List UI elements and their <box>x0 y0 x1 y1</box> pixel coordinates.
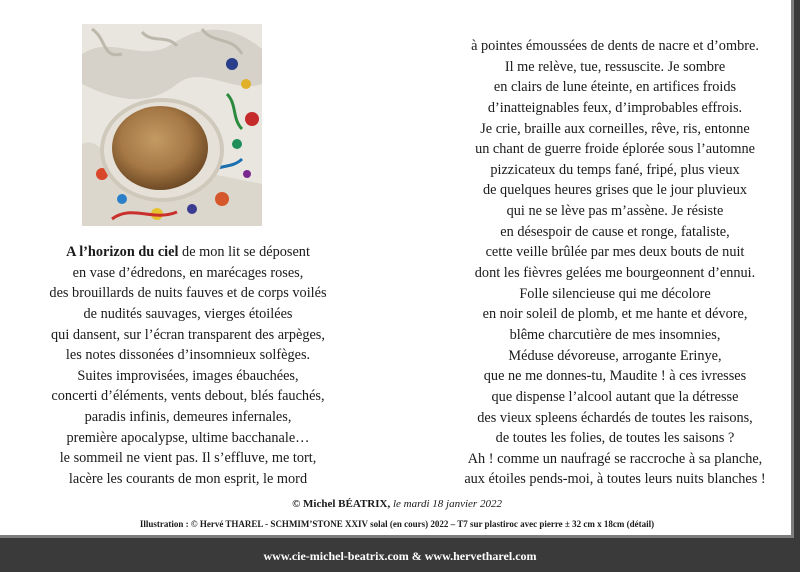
footer-website-links: www.cie-michel-beatrix.com & www.hervetharel.com <box>263 549 537 563</box>
poem-line: cette veille brûlée par mes deux bouts de nuit <box>485 244 745 261</box>
poem-title-phrase: A l’horizon du ciel <box>66 244 179 260</box>
author-signature <box>0 498 794 510</box>
poem-line: des vieux spleens échardés de toutes les raisons, <box>477 409 753 426</box>
poem-line: Méduse dévoreuse, arrogante Erinye, <box>508 347 722 364</box>
poem-line: en noir soleil de plomb, et me hante et dévore, <box>482 306 748 323</box>
illustration-credit: Illustration : © Hervé THAREL - SCHMIM’STONE XXIV solal (en cours) 2022 – T7 sur plastiroc avec pierre ± 32 cm x 18cm (détail) <box>139 519 655 529</box>
poem-line <box>8 242 368 263</box>
poem-line-text: de mon lit se déposent <box>178 244 310 260</box>
poem-line: des brouillards de nuits fauves et de corps voilés <box>49 285 327 302</box>
poem-line: paradis infinis, demeures infernales, <box>84 409 292 426</box>
poem-line: blême charcutière de mes insomnies, <box>509 326 721 343</box>
poem-line: pizzicateux du temps fané, fripé, plus vieux <box>490 161 740 178</box>
poem-line: un chant de guerre froide éplorée sous l’automne <box>475 141 755 158</box>
author-name: © Michel BÉATRIX, <box>292 498 391 510</box>
poem-line: les notes dissonées d’insomnieux solfèges. <box>65 347 311 364</box>
poem-line: qui dansent, sur l’écran transparent des arpèges, <box>51 326 325 343</box>
poem-line: Ah ! comme un naufragé se raccroche à sa planche, <box>467 450 763 467</box>
poem-line: de toutes les folies, de toutes les saisons ? <box>495 430 735 447</box>
poem-line: de nudités sauvages, vierges étoilées <box>83 305 293 322</box>
poem-line: de quelques heures grises que le jour pluvieux <box>482 182 748 199</box>
poem-line: en vase d’édredons, en marécages roses, <box>72 264 304 281</box>
poem-line: Folle silencieuse qui me décolore <box>519 285 711 302</box>
poem-line: Je crie, braille aux corneilles, rêve, ris, entonne <box>480 120 750 137</box>
poem-line: en désespoir de cause et ronge, fataliste, <box>500 223 730 240</box>
poem-line: concerti d’éléments, vents debout, blés fauchés, <box>51 388 325 405</box>
poem-line: première apocalypse, ultime bacchanale… <box>66 429 310 446</box>
poem-line: à pointes émoussées de dents de nacre et d’ombre. <box>471 38 759 54</box>
poem-line: Il me relève, tue, ressuscite. Je sombre <box>504 58 726 75</box>
poem-line: qui ne se lève pas m’assène. Je résiste <box>506 203 724 220</box>
poem-line: en clairs de lune éteinte, en artifices froids <box>493 79 737 96</box>
poem-line: aux étoiles pends-moi, à toutes leurs nuits blanches ! <box>464 471 766 488</box>
poem-line: lacère les courants de mon esprit, le mord <box>68 471 308 488</box>
poem-line: d’inatteignables feux, d’improbables effrois. <box>487 99 743 116</box>
poem-line: que ne me donnes-tu, Maudite ! à ces ivresses <box>483 368 747 385</box>
illustration-artwork <box>82 24 262 226</box>
signature-date: le mardi 18 janvier 2022 <box>390 498 502 510</box>
poem-line: Suites improvisées, images ébauchées, <box>77 367 299 384</box>
poem-line: que dispense l’alcool autant que la détresse <box>491 388 739 405</box>
poem-line: le sommeil ne vient pas. Il s’effluve, me tort, <box>59 450 317 467</box>
poem-left-column <box>8 242 368 490</box>
poem-line: dont les fièvres gelées me bourgeonnent d’ennui. <box>474 265 756 282</box>
poem-right-column <box>430 36 800 490</box>
